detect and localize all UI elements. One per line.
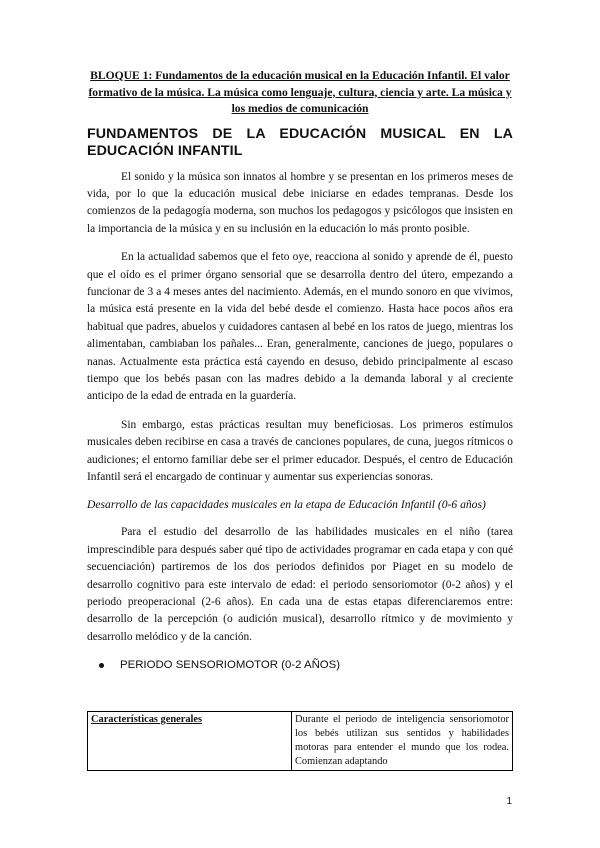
- table-text-cell: Durante el periodo de inteligencia sensoriomotor los bebés utilizan sus sentidos y habilidades motoras para entender el mundo que los rodea. Comienzan adaptando: [292, 712, 513, 771]
- subsection-heading: Desarrollo de las capacidades musicales en la etapa de Educación Infantil (0-6 años): [87, 498, 486, 512]
- characteristics-table: [87, 711, 513, 771]
- paragraph-2: En la actualidad sabemos que el feto oye, reacciona al sonido y aprende de él, puesto que el oído es el primer órgano sensorial que se desarrolla dentro del útero, empezando a funcionar de 3 a 4 meses antes del nacimiento. Además, en el mundo sonoro en que vivimos, la música está presente en la vida del bebé desde el comienzo. Hasta hace pocos años era habitual que padres, abuelos y cuidadores cantasen al bebé en los ratos de juego, mientras los alimentaban, cambiaban los pañales... Eran, generalmente, canciones de juego, populares o nanas. Actualmente esta práctica está cayendo en desuso, debido principalmente al escaso tiempo que los bebés pasan con las madres debido a la demanda laboral y al creciente anticipo de la edad de entrada en la guardería.: [87, 251, 513, 403]
- bullet-dot-icon: [99, 663, 104, 668]
- table-row: [88, 712, 513, 771]
- document-title: BLOQUE 1: Fundamentos de la educación musical en la Educación Infantil. El valor formativo de la música. La música como lenguaje, cultura, ciencia y arte. La música y los medios de comunicación: [88, 69, 512, 115]
- document-page: [87, 68, 513, 767]
- paragraph-4: Para el estudio del desarrollo de las habilidades musicales en el niño (tarea imprescindible para después saber qué tipo de actividades programar en cada etapa y con qué secuenciación) partiremos de los dos periodos definidos por Piaget en su modelo de desarrollo cognitivo para este intervalo de edad: el periodo sensoriomotor (0-2 años) y el periodo preoperacional (2-6 años). En cada una de estas etapas diferenciaremos entre: desarrollo de la percepción (o audición musical), desarrollo rítmico y de movimiento y desarrollo melódico y de la canción.: [87, 526, 513, 643]
- bullet-label: PERIODO SENSORIOMOTOR (0-2 AÑOS): [120, 659, 341, 672]
- paragraph-1: El sonido y la música son innatos al hombre y se presentan en los primeros meses de vida, por lo que la educación musical debe iniciarse en edades tempranas. Desde los comienzos de la pedagogía moderna, son muchos los pedagogos y psicólogos que insisten en la importancia de la música y en su inclusión en la educación lo más pronto posible.: [87, 170, 513, 235]
- table-header-cell: Características generales: [88, 712, 292, 771]
- bullet-item: [99, 657, 513, 673]
- paragraph-3: Sin embargo, estas prácticas resultan muy beneficiosas. Los primeros estímulos musicales deben recibirse en casa a través de canciones populares, de cuna, juegos rítmicos o audiciones; el entorno familiar debe ser el primer educador. Después, el centro de Educación Infantil será el encargado de continuar y aumentar sus experiencias sonoras.: [87, 418, 513, 483]
- page-number: 1: [506, 796, 512, 807]
- section-heading: FUNDAMENTOS DE LA EDUCACIÓN MUSICAL EN LA EDUCACIÓN INFANTIL: [87, 125, 513, 159]
